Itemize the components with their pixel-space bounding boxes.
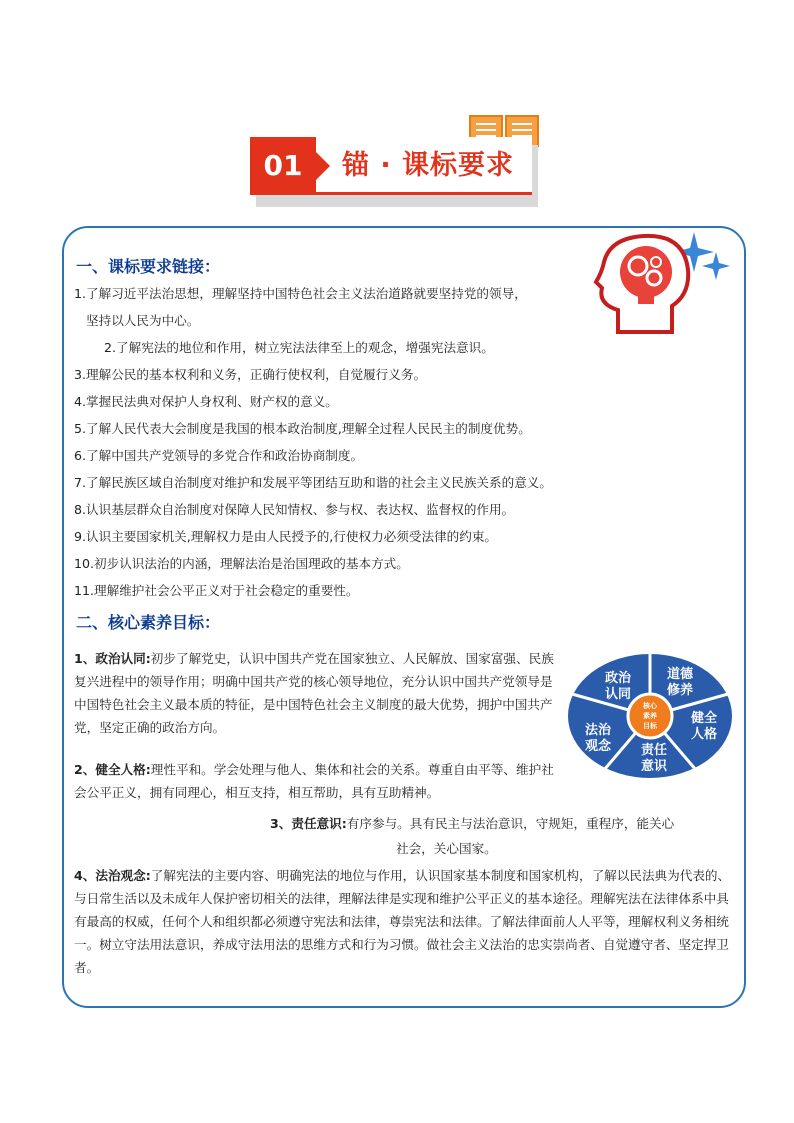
paragraph-responsibility bbox=[270, 812, 674, 835]
core-literacy-wheel bbox=[566, 652, 734, 780]
list-item: 坚持以人民为中心。 bbox=[86, 313, 200, 328]
wheel-center-text: 核心 bbox=[643, 702, 657, 710]
list-item: 4.掌握民法典对保护人身权利、财产权的意义。 bbox=[74, 394, 338, 409]
paragraph-label: 4、法治观念: bbox=[74, 868, 151, 883]
paragraph-text: 有序参与。具有民主与法治意识，守规矩，重程序，能关心 bbox=[346, 816, 675, 831]
paragraph-text: 理性平和。学会处理与他人、集体和社会的关系。尊重自由平等、维护社会公平正义，拥有同理心，相互支持，相互帮助，具有互助精神。 bbox=[74, 762, 554, 800]
list-item: 2.了解宪法的地位和作用，树立宪法法律至上的观念，增强宪法意识。 bbox=[104, 340, 494, 355]
list-item: 3.理解公民的基本权利和义务，正确行使权利，自觉履行义务。 bbox=[74, 367, 427, 382]
wheel-segment-responsibility: 意识 bbox=[640, 759, 668, 774]
list-item: 10.初步认识法治的内涵，理解法治是治国理政的基本方式。 bbox=[74, 556, 409, 571]
section1-heading: 一、课标要求链接： bbox=[76, 257, 221, 276]
wheel-segment-morality: 修养 bbox=[666, 683, 694, 698]
paragraph-label: 1、政治认同: bbox=[74, 651, 151, 666]
list-item: 11.理解维护社会公平正义对于社会稳定的重要性。 bbox=[74, 583, 359, 598]
wheel-segment-rule-of-law: 法治 bbox=[584, 723, 612, 738]
wheel-segment-rule-of-law: 观念 bbox=[584, 739, 612, 754]
wheel-segment-responsibility: 责任 bbox=[640, 743, 668, 758]
banner-number: 01 bbox=[263, 149, 303, 182]
list-item: 5.了解人民代表大会制度是我国的根本政治制度,理解全过程人民民主的制度优势。 bbox=[74, 421, 531, 436]
wheel-segment-personality: 人格 bbox=[690, 727, 718, 742]
wheel-center-text: 目标 bbox=[643, 722, 657, 730]
paragraph-text: 了解宪法的主要内容、明确宪法的地位与作用，认识国家基本制度和国家机构，了解以民法典为代表的、与日常生活以及未成年人保护密切相关的法律，理解法律是实现和维护公平正义的基本途径。理解宪法在法律体系中具有最高的权威，任何个人和组织都必须遵守宪法和法律，尊崇宪法和法律。了解法律面前人人平等，理解权利义务相统一。树立守法用法意识，养成守法用法的思维方式和行为习惯。做社会主义法治的忠实崇尚者、自觉遵守者、坚定捍卫者。 bbox=[74, 868, 731, 975]
list-item: 9.认识主要国家机关,理解权力是由人民授予的,行使权力必须受法律的约束。 bbox=[74, 529, 498, 544]
paragraph-label: 2、健全人格: bbox=[74, 762, 151, 777]
section2-heading: 二、核心素养目标： bbox=[76, 613, 221, 632]
section-banner bbox=[250, 137, 540, 209]
wheel-center-text: 素养 bbox=[643, 712, 657, 720]
wheel-segment-morality: 道德 bbox=[666, 667, 694, 682]
wheel-segment-political: 政治 bbox=[604, 671, 632, 686]
list-item: 7.了解民族区域自治制度对维护和发展平等团结互助和谐的社会主义民族关系的意义。 bbox=[74, 475, 552, 490]
list-item: 8.认识基层群众自治制度对保障人民知情权、参与权、表达权、监督权的作用。 bbox=[74, 502, 515, 517]
paragraph-healthy-personality bbox=[74, 758, 556, 804]
head-lightbulb-icon bbox=[588, 232, 738, 340]
list-item: 1.了解习近平法治思想，理解坚持中国特色社会主义法治道路就要坚持党的领导， bbox=[74, 286, 527, 301]
banner-title: 锚 · 课标要求 bbox=[342, 150, 515, 181]
paragraph-responsibility-cont: 社会，关心国家。 bbox=[396, 841, 497, 856]
paragraph-political-identity bbox=[74, 647, 556, 739]
paragraph-label: 3、责任意识: bbox=[270, 816, 347, 831]
paragraph-text: 初步了解党史，认识中国共产党在国家独立、人民解放、国家富强、民族复兴进程中的领导作用；明确中国共产党的核心领导地位，充分认识中国共产党领导是中国特色社会主义最本质的特征，是中国特色社会主义制度的最大优势，拥护中国共产党，坚定正确的政治方向。 bbox=[74, 651, 554, 735]
wheel-segment-personality: 健全 bbox=[690, 711, 718, 726]
list-item: 6.了解中国共产党领导的多党合作和政治协商制度。 bbox=[74, 448, 364, 463]
wheel-segment-political: 认同 bbox=[604, 687, 632, 702]
paragraph-rule-of-law bbox=[74, 864, 734, 979]
